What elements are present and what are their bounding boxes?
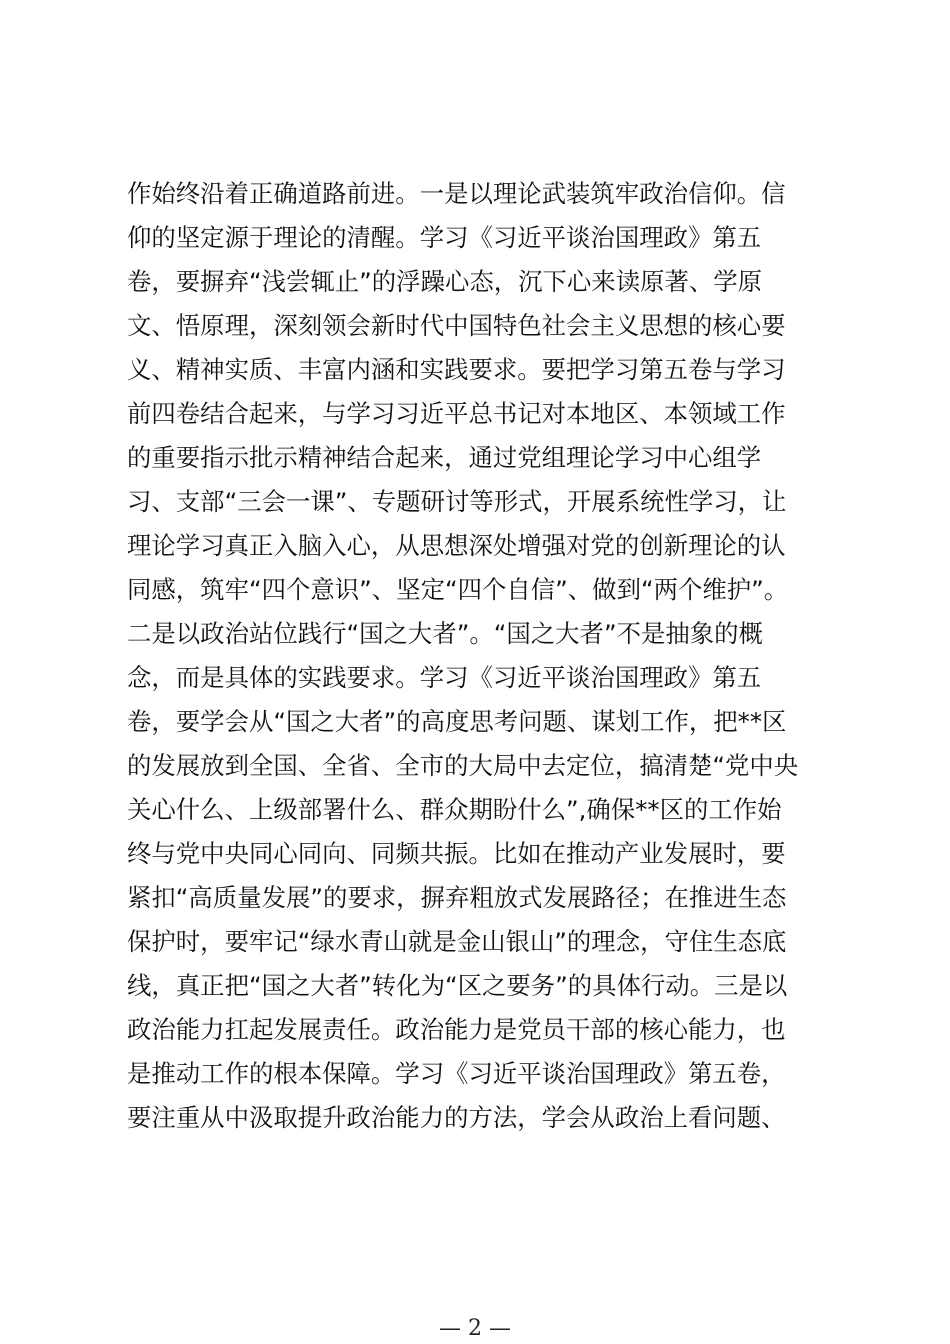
text-line: 要注重从中汲取提升政治能力的方法，学会从政治上看问题、 (127, 1103, 786, 1132)
text-line: 义、精神实质、丰富内涵和实践要求。要把学习第五卷与学习 (127, 355, 786, 384)
text-line: 卷，要学会从“国之大者”的高度思考问题、谋划工作，把**区 (127, 707, 787, 736)
text-line: 紧扣“高质量发展”的要求，摒弃粗放式发展路径；在推进生态 (127, 883, 787, 912)
text-line: 关心什么、上级部署什么、群众期盼什么”,确保**区的工作始 (127, 795, 782, 824)
text-line: 卷，要摒弃“浅尝辄止”的浮躁心态，沉下心来读原著、学原 (127, 267, 763, 296)
text-line: 是推动工作的根本保障。学习《习近平谈治国理政》第五卷， (127, 1059, 786, 1088)
text-line: 终与党中央同心同向、同频共振。比如在推动产业发展时，要 (127, 839, 786, 868)
text-line: 作始终沿着正确道路前进。一是以理论武装筑牢政治信仰。信 (127, 179, 786, 208)
text-line: 理论学习真正入脑入心，从思想深处增强对党的创新理论的认 (127, 531, 786, 560)
text-line: 二是以政治站位践行“国之大者”。“国之大者”不是抽象的概 (127, 619, 763, 648)
text-line: 保护时，要牢记“绿水青山就是金山银山”的理念，守住生态底 (127, 927, 787, 956)
text-line: 的发展放到全国、全省、全市的大局中去定位，搞清楚“党中央 (127, 751, 799, 780)
text-line: 念，而是具体的实践要求。学习《习近平谈治国理政》第五 (127, 663, 762, 692)
text-line: 的重要指示批示精神结合起来，通过党组理论学习中心组学 (127, 443, 762, 472)
text-line: 线，真正把“国之大者”转化为“区之要务”的具体行动。三是以 (127, 971, 788, 1000)
text-line: 同感，筑牢“四个意识”、坚定“四个自信”、做到“两个维护”。 (127, 575, 789, 604)
text-line: 前四卷结合起来，与学习习近平总书记对本地区、本领域工作 (127, 399, 786, 428)
body-text (127, 172, 827, 1140)
page-number: — 2 — (439, 1316, 511, 1341)
text-line: 习、支部“三会一课”、专题研讨等形式，开展系统性学习，让 (127, 487, 787, 516)
text-line: 文、悟原理，深刻领会新时代中国特色社会主义思想的核心要 (127, 311, 786, 340)
text-line: 政治能力扛起发展责任。政治能力是党员干部的核心能力，也 (127, 1015, 786, 1044)
text-line: 仰的坚定源于理论的清醒。学习《习近平谈治国理政》第五 (127, 223, 762, 252)
